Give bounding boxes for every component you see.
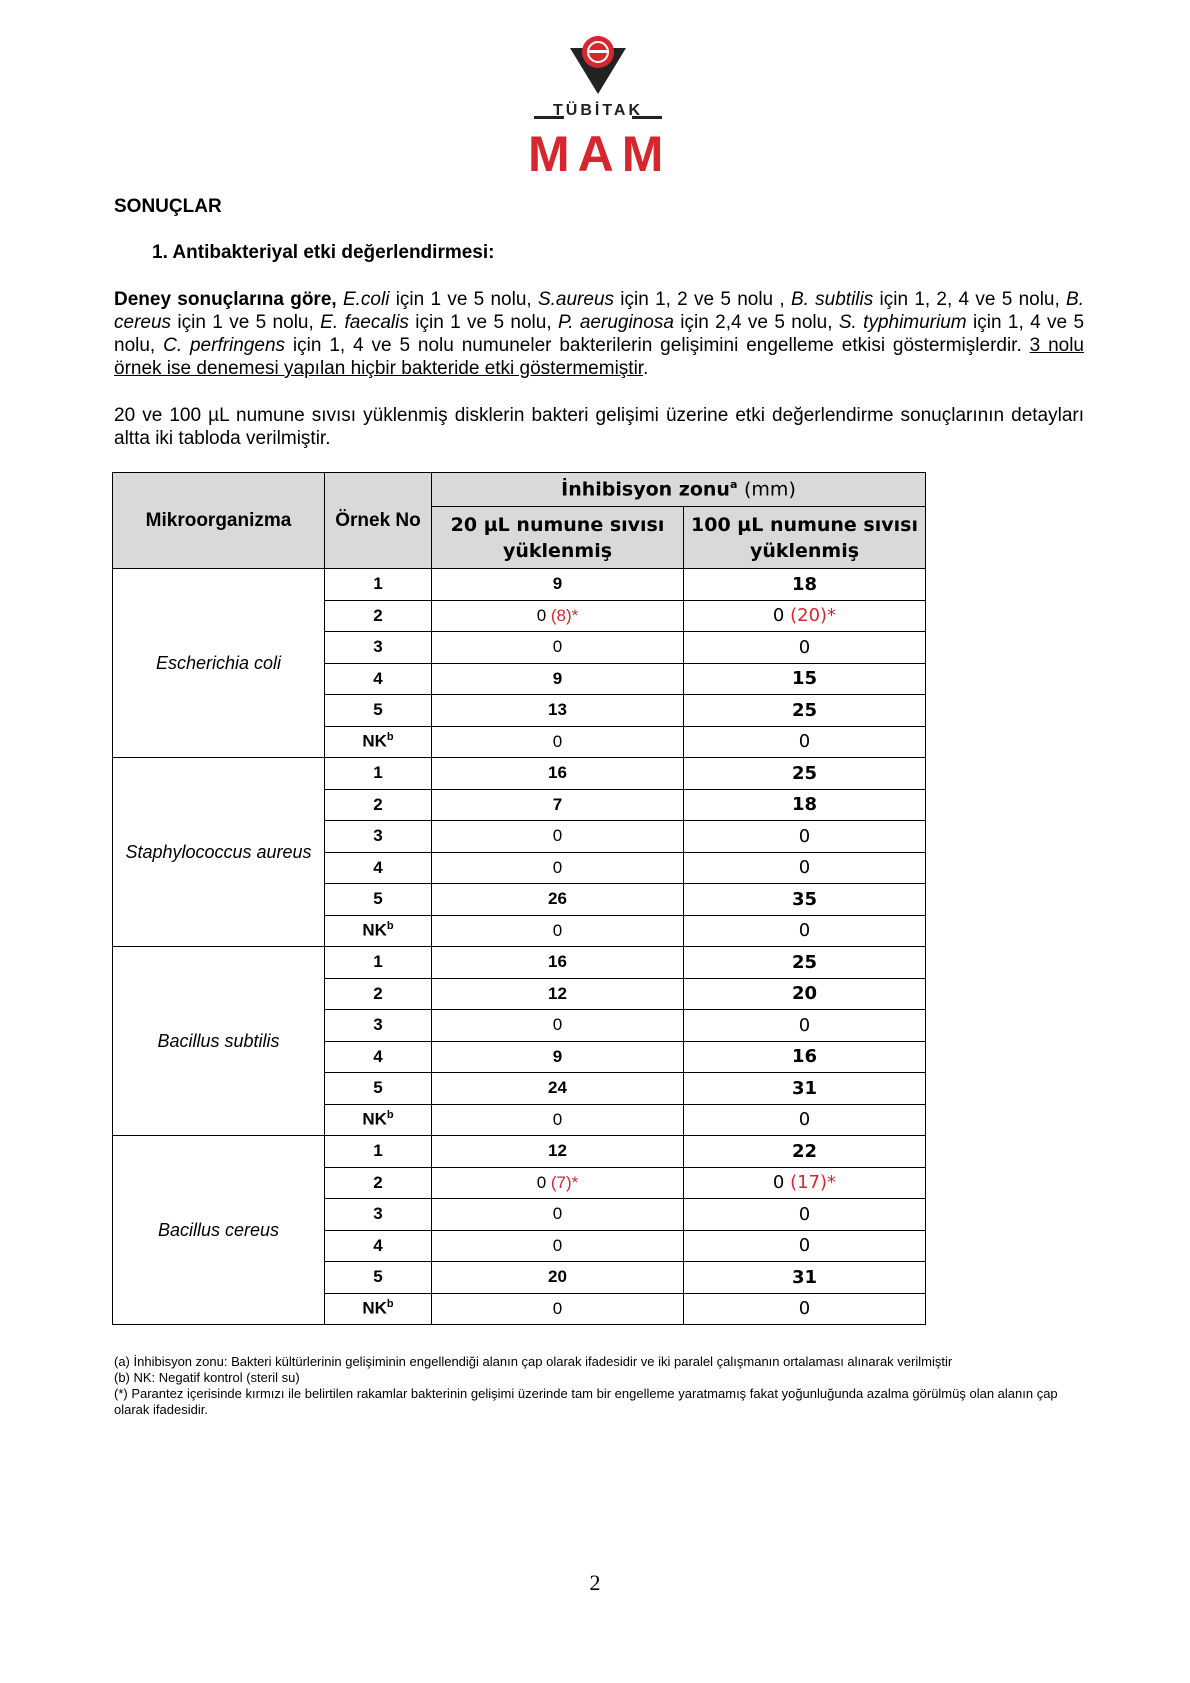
- value-100ul-cell: 35: [684, 884, 926, 916]
- sample-no-cell: 5: [325, 1073, 432, 1105]
- col-header-microorganism: Mikroorganizma: [113, 473, 325, 569]
- value-20ul-cell: 12: [432, 1136, 684, 1168]
- microorganism-cell: Bacillus subtilis: [113, 947, 325, 1136]
- sample-no-cell: $NK^b$: [325, 1293, 432, 1325]
- value-100ul-cell: 20: [684, 978, 926, 1010]
- sample-no-cell: 4: [325, 663, 432, 695]
- footnote-star: (*) Parantez içerisinde kırmızı ile belirtilen rakamlar bakterinin gelişimi üzerinde tam bir engelleme yaratmamış fakat yoğunluğunda azalma görülmüş olan alanın çap olarak ifadesidir.: [114, 1386, 1058, 1417]
- value-100ul-cell: 25: [684, 758, 926, 790]
- sample-no-cell: 1: [325, 947, 432, 979]
- value-20ul-cell: 9: [432, 663, 684, 695]
- results-table-body: [113, 569, 926, 1325]
- value-100ul-cell: 0: [684, 821, 926, 853]
- value-20ul-cell: 0: [432, 726, 684, 758]
- details-paragraph: 20 ve 100 µL numune sıvısı yüklenmiş disklerin bakteri gelişimi üzerine etki değerlendirme sonuçlarının detayları altta iki tabloda verilmiştir.: [114, 405, 1084, 449]
- col-header-20ul: 20 µL numune sıvısı yüklenmiş: [432, 507, 684, 569]
- value-100ul-cell: 0: [684, 726, 926, 758]
- value-20ul-cell: 13: [432, 695, 684, 727]
- value-100ul-cell: 18: [684, 569, 926, 601]
- value-100ul-cell: 25: [684, 947, 926, 979]
- sample-no-cell: 2: [325, 978, 432, 1010]
- sample-no-cell: 4: [325, 852, 432, 884]
- page-number: 2: [589, 1570, 601, 1595]
- table-row: [113, 947, 926, 979]
- value-100ul-cell: 31: [684, 1262, 926, 1294]
- sample-no-cell: 4: [325, 1041, 432, 1073]
- footnotes: [114, 1354, 1094, 1418]
- value-20ul-cell: 0: [432, 915, 684, 947]
- sample-no-cell: $NK^b$: [325, 726, 432, 758]
- value-20ul-cell: 0: [432, 632, 684, 664]
- value-20ul-cell: 0: [432, 821, 684, 853]
- value-100ul-cell: 0: [684, 1293, 926, 1325]
- value-20ul-cell: 0: [432, 1104, 684, 1136]
- table-row: [113, 1136, 926, 1168]
- value-20ul-cell: 16: [432, 947, 684, 979]
- value-100ul-cell: 22: [684, 1136, 926, 1168]
- value-20ul-cell: 0 (7)*: [432, 1167, 684, 1199]
- value-100ul-cell: 25: [684, 695, 926, 727]
- value-20ul-cell: 9: [432, 569, 684, 601]
- sample-no-cell: 2: [325, 789, 432, 821]
- value-100ul-cell: 15: [684, 663, 926, 695]
- value-20ul-cell: 0: [432, 1010, 684, 1042]
- sample-no-cell: $NK^b$: [325, 915, 432, 947]
- value-100ul-cell: 0: [684, 1010, 926, 1042]
- tubitak-mam-logo: [528, 30, 672, 182]
- microorganism-cell: Staphylococcus aureus: [113, 758, 325, 947]
- value-20ul-cell: 0: [432, 1199, 684, 1231]
- value-100ul-cell: 16: [684, 1041, 926, 1073]
- results-table: [112, 472, 926, 1325]
- value-20ul-cell: 16: [432, 758, 684, 790]
- sample-no-cell: 5: [325, 884, 432, 916]
- value-100ul-cell: 0: [684, 915, 926, 947]
- value-20ul-cell: 0: [432, 852, 684, 884]
- logo-brand: TÜBİTAK: [552, 102, 644, 119]
- value-20ul-cell: 20: [432, 1262, 684, 1294]
- sample-no-cell: 1: [325, 1136, 432, 1168]
- subsection-heading: 1. Antibakteriyal etki değerlendirmesi:: [152, 242, 495, 263]
- value-20ul-cell: 26: [432, 884, 684, 916]
- sample-no-cell: 2: [325, 600, 432, 632]
- col-header-zone: İnhibisyon zonu$^a$ (mm): [432, 473, 926, 507]
- value-20ul-cell: 12: [432, 978, 684, 1010]
- value-100ul-cell: 0: [684, 1199, 926, 1231]
- value-100ul-cell: 0: [684, 632, 926, 664]
- sample-no-cell: 3: [325, 632, 432, 664]
- sample-no-cell: $NK^b$: [325, 1104, 432, 1136]
- results-paragraph: Deney sonuçlarına göre, E.coli için 1 ve 5 nolu, S.aureus için 1, 2 ve 5 nolu , B. subtilis için 1, 2, 4 ve 5 nolu, B. cereus için 1 ve 5 nolu, E. faecalis için 1 ve 5 nolu, P. aeruginosa için 2,4 ve 5 nolu, S. typhimurium için 1, 4 ve 5 nolu, C. perfringens için 1, 4 ve 5 nolu numuneler bakterilerin gelişimini engelleme etkisi göstermişlerdir. 3 nolu örnek ise denemesi yapılan hiçbir bakteride etki göstermemiştir.: [114, 289, 1085, 379]
- col-header-sample: Örnek No: [325, 473, 432, 569]
- value-100ul-cell: 0: [684, 852, 926, 884]
- value-100ul-cell: 0 (20)*: [684, 600, 926, 632]
- sample-no-cell: 1: [325, 569, 432, 601]
- table-row: [113, 569, 926, 601]
- logo-name: MAM: [528, 126, 672, 182]
- sample-no-cell: 5: [325, 1262, 432, 1294]
- section-heading: SONUÇLAR: [114, 196, 222, 217]
- value-20ul-cell: 0: [432, 1293, 684, 1325]
- sample-no-cell: 3: [325, 821, 432, 853]
- value-100ul-cell: 0: [684, 1104, 926, 1136]
- value-20ul-cell: 0: [432, 1230, 684, 1262]
- sample-no-cell: 3: [325, 1199, 432, 1231]
- sample-no-cell: 1: [325, 758, 432, 790]
- col-header-100ul: 100 µL numune sıvısı yüklenmiş: [684, 507, 926, 569]
- sample-no-cell: 4: [325, 1230, 432, 1262]
- sample-no-cell: 2: [325, 1167, 432, 1199]
- value-20ul-cell: 0 (8)*: [432, 600, 684, 632]
- microorganism-cell: Escherichia coli: [113, 569, 325, 758]
- sample-no-cell: 5: [325, 695, 432, 727]
- value-100ul-cell: 0: [684, 1230, 926, 1262]
- footnote-b: (b) NK: Negatif kontrol (steril su): [114, 1370, 300, 1385]
- value-100ul-cell: 31: [684, 1073, 926, 1105]
- value-20ul-cell: 9: [432, 1041, 684, 1073]
- microorganism-cell: Bacillus cereus: [113, 1136, 325, 1325]
- footnote-a: (a) İnhibisyon zonu: Bakteri kültürlerinin gelişiminin engellendiği alanın çap olarak ifadesidir ve iki paralel çalışmanın ortalaması alınarak verilmiştir: [114, 1354, 953, 1369]
- value-100ul-cell: 0 (17)*: [684, 1167, 926, 1199]
- sample-no-cell: 3: [325, 1010, 432, 1042]
- value-100ul-cell: 18: [684, 789, 926, 821]
- value-20ul-cell: 24: [432, 1073, 684, 1105]
- table-row: [113, 758, 926, 790]
- tubitak-emblem-icon: [528, 30, 668, 110]
- value-20ul-cell: 7: [432, 789, 684, 821]
